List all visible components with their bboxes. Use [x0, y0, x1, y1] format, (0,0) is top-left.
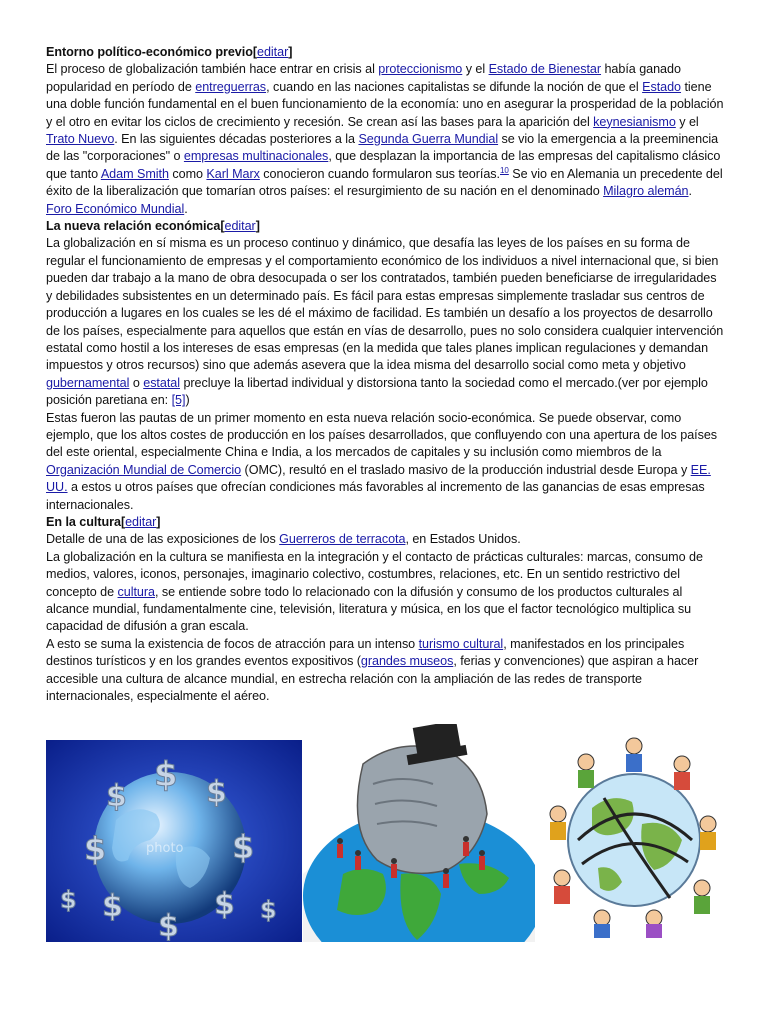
link-omc[interactable]: Organización Mundial de Comercio: [46, 462, 242, 477]
reference-10[interactable]: 10: [499, 165, 509, 175]
hand-globe-icon: [303, 724, 535, 942]
dollar-globe-icon: [46, 740, 302, 942]
link-estado[interactable]: Estado: [642, 79, 682, 94]
heading-nueva-relacion: La nueva relación económica[editar]: [46, 219, 260, 234]
link-karl-marx[interactable]: Karl Marx: [206, 166, 260, 181]
link-gubernamental[interactable]: gubernamental: [46, 375, 130, 390]
people-globe-icon: [542, 728, 726, 940]
heading-cultura: En la cultura[editar]: [46, 514, 161, 529]
link-trato-nuevo[interactable]: Trato Nuevo: [46, 132, 115, 147]
svg-text:photo: photo: [146, 841, 184, 856]
link-entreguerras[interactable]: entreguerras: [195, 79, 267, 94]
paragraph-entorno: El proceso de globalización también hace entrar en crisis al proteccionismo y el Estado de Bienestar había ganado popularidad en período de entreguerras, cuando en las naciones capitalistas se difunde la noción de que el Estado tiene una doble función fundamental en el buen funcionamiento de la economía: uno en asegurar la prosperidad de la población y el otro en evitar los ciclos de crecimiento y recesión. Se crean así las bases para la aparición del keynesianismo y el Trato Nuevo. En las siguientes décadas posteriores a la Segunda Guerra Mundial se vio la emergencia a la preeminencia de las "corporaciones" o empresas multinacionales, que desplazan la importancia de las empresas del capitalismo clásico que tanto Adam Smith como Karl Marx conocieron cuando formularon sus teorías.$^{10}$ Se vio en Alemania un precedente del éxito de la liberalización que tomarían otros países: el resurgimiento de su nación en el denominado Milagro alemán.: [46, 62, 724, 199]
svg-text:$: $: [60, 886, 77, 914]
link-multinacionales[interactable]: empresas multinacionales: [183, 149, 329, 164]
link-grandes-museos[interactable]: grandes museos: [360, 654, 454, 669]
edit-link-nueva-relacion[interactable]: editar: [224, 219, 256, 234]
svg-text:$: $: [154, 755, 178, 795]
svg-text:$: $: [214, 887, 235, 922]
section-title: La nueva relación económica: [46, 219, 221, 234]
link-proteccionismo[interactable]: proteccionismo: [378, 62, 463, 77]
link-ee-uu[interactable]: EE. UU.: [46, 462, 711, 495]
foro-line: Foro Económico Mundial.: [46, 201, 188, 216]
link-estado-bienestar[interactable]: Estado de Bienestar: [488, 62, 602, 77]
link-estatal[interactable]: estatal: [143, 375, 180, 390]
link-keynesianismo[interactable]: keynesianismo: [593, 114, 676, 129]
paragraph-cultura-2: A esto se suma la existencia de focos de atracción para un intenso turismo cultural, manifestados en los principales destinos turísticos y en los grandes eventos expositivos (grandes museos, ferias y convenciones) que aspiran a hacer accesible una cultura de alcance mundial, en estrecha relación con la ampliación de las redes de transporte internacionales, especialmente el aéreo.: [46, 636, 699, 704]
paragraph-cultura-1: La globalización en la cultura se manifiesta en la integración y el contacto de prácticas culturales: marcas, consumo de medios, valores, iconos, personajes, imaginario colectivo, costumbres, relaciones, etc. En un sentido restrictivo del concepto de cultura, se entiende sobre todo lo relacionado con la difusión y consumo de los productos culturales al alcance mundial, fundamentalmente cine, televisión, literatura y música, en los que el factor tecnológico multiplica su capacidad de difusión a gran escala.: [46, 549, 703, 634]
svg-text:$: $: [158, 909, 179, 942]
link-guerreros-terracota[interactable]: Guerreros de terracota: [279, 532, 406, 547]
link-segunda-guerra[interactable]: Segunda Guerra Mundial: [358, 132, 499, 147]
link-adam-smith[interactable]: Adam Smith: [100, 166, 169, 181]
article-body: [46, 44, 726, 705]
image-strip: [46, 724, 726, 944]
edit-link-cultura[interactable]: editar: [125, 514, 157, 529]
link-cultura[interactable]: cultura: [117, 584, 155, 599]
link-foro-economico[interactable]: Foro Económico Mundial: [46, 201, 185, 216]
hand-globe-image: [303, 724, 535, 942]
paragraph-nueva-relacion-2: Estas fueron las pautas de un primer momento en esta nueva relación socio-económica. Se puede observar, como ejemplo, que los altos costes de producción en los países desarrollados, que confluyendo con una apertura de los países del este oriental, especialmente China e India, a los mercados de capitales y su inclusión como miembros de la Organización Mundial de Comercio (OMC), resultó en el traslado masivo de la producción industrial desde Europa y EE. UU. a estos u otros países que ofrecían condiciones más favorables al incremento de las ganancias de esas empresas internacionales.: [46, 410, 718, 512]
link-milagro-aleman[interactable]: Milagro alemán: [603, 184, 689, 199]
section-title: En la cultura: [46, 514, 121, 529]
svg-text:$: $: [206, 775, 227, 810]
section-title: Entorno político-económico previo: [46, 45, 253, 59]
reference-5[interactable]: [5]: [171, 393, 186, 408]
dollar-globe-image: [46, 740, 302, 942]
svg-text:$: $: [260, 896, 277, 924]
paragraph-nueva-relacion-1: La globalización en sí misma es un proceso continuo y dinámico, que desafía las leyes de los países en su forma de regular el funcionamiento de empresas y el comportamiento económico de los individuos a nivel internacional que, si bien pueden dar trabajo a la mano de obra desocupada o ser los contratados, también pueden beneficiarse de irregularidades y debilidades subsistentes en un determinado país. Es fácil para estas empresas simplemente trasladar sus centros de producción a lugares en los cuales se les dé el máximo de facilidad. Es también un desafío a los proyectos de desarrollo de los países, especialmente para aquellos que están en vías de desarrollo, pues no solo considera cualquier intervención estatal como hostil a los intereses de esas empresas (en la medida que tales planes implican regulaciones y demandan impuestos y otros recursos) sino que además asevera que la idea misma del desarrollo social como meta y objetivo gubernamental o estatal precluye la libertad individual y distorsiona tanto la sociedad como el mercado.(ver por ejemplo posición paretiana en: [5]): [46, 236, 724, 408]
link-turismo-cultural[interactable]: turismo cultural: [418, 636, 504, 651]
svg-text:$: $: [84, 830, 107, 868]
svg-text:$: $: [106, 779, 127, 814]
image-caption: Detalle de una de las exposiciones de los Guerreros de terracota, en Estados Unidos.: [46, 532, 521, 547]
svg-text:$: $: [232, 828, 255, 866]
heading-entorno: Entorno político-económico previo[editar]: [46, 45, 293, 59]
edit-link-entorno[interactable]: editar: [257, 45, 289, 59]
people-globe-image: [542, 728, 726, 940]
svg-text:$: $: [102, 889, 123, 924]
